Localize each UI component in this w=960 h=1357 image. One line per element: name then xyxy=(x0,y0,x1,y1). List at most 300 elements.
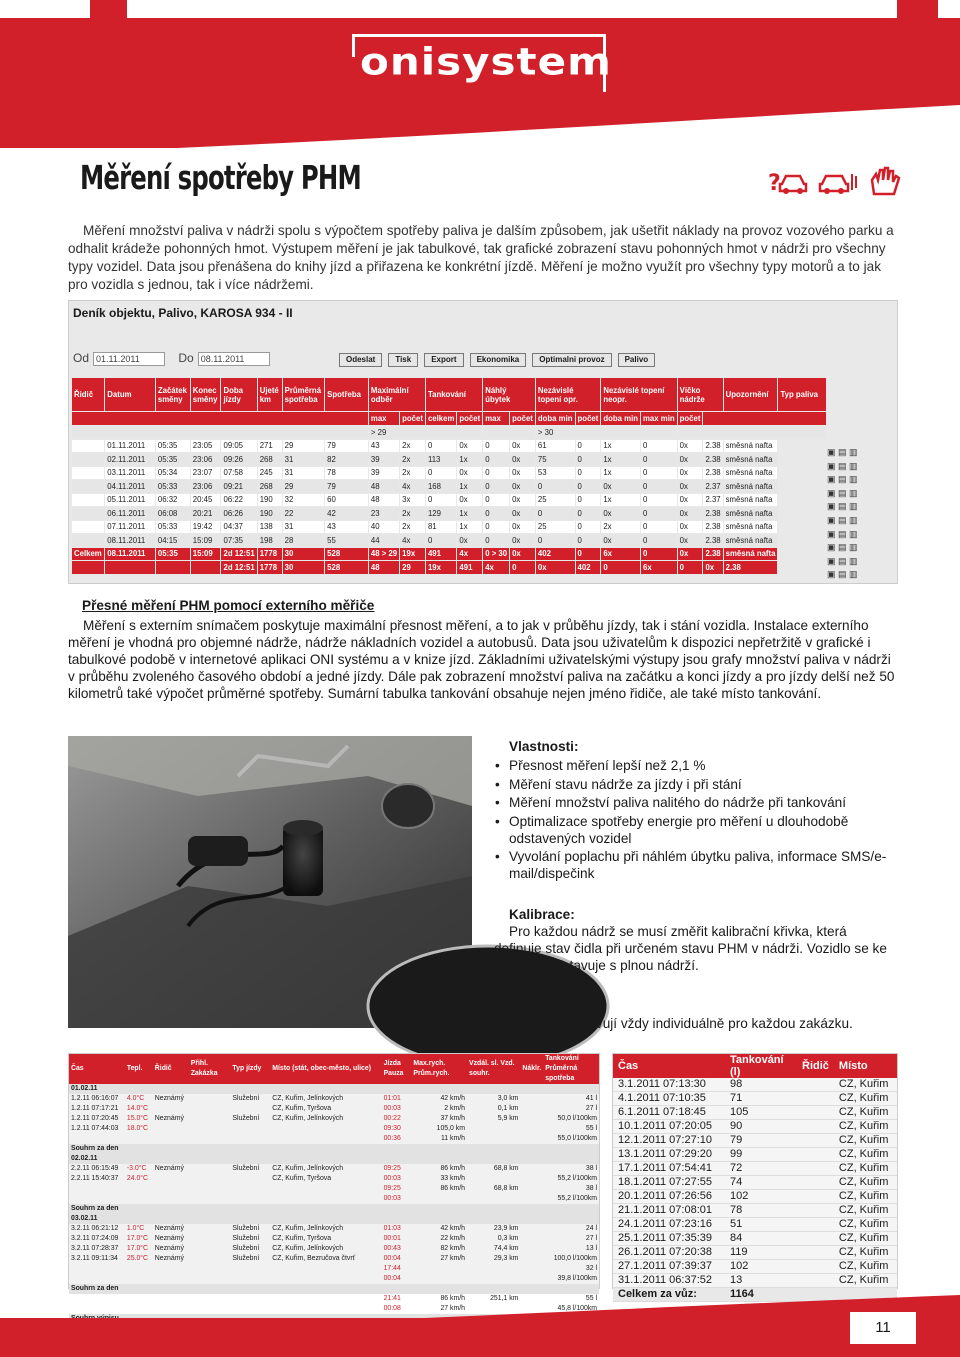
table-cell: CZ, Kuřim, Jelínkových xyxy=(272,1095,344,1102)
table-cell: 0x xyxy=(677,480,703,494)
table-cell: 09:21 xyxy=(221,480,257,494)
table-row[interactable] xyxy=(72,493,827,507)
table-row[interactable] xyxy=(613,1246,897,1260)
table-cell: CZ, Kuřim xyxy=(834,1106,897,1120)
map-icon[interactable]: ▣ xyxy=(827,474,836,485)
table-cell xyxy=(520,1184,543,1194)
table-cell: 4x xyxy=(400,480,426,494)
table-cell xyxy=(797,1120,834,1134)
chart-icon[interactable]: ▥ xyxy=(846,501,858,512)
table-cell: 0 xyxy=(575,493,601,507)
table-cell: 3.1.2011 07:13:30 xyxy=(613,1078,725,1092)
table-row[interactable] xyxy=(69,1184,599,1194)
table-row[interactable] xyxy=(69,1224,599,1234)
table-cell: Služební xyxy=(232,1095,260,1102)
table-cell: 2x xyxy=(400,507,426,521)
table-cell: 19x xyxy=(425,561,456,575)
table-row[interactable] xyxy=(69,1194,599,1204)
table-cell: 31.1.2011 06:37:52 xyxy=(613,1274,725,1288)
day-row xyxy=(69,1214,599,1224)
table-cell: 22 km/h xyxy=(440,1235,465,1242)
table-cell: 09:25 xyxy=(383,1185,401,1192)
table-cell: 0 xyxy=(425,466,456,480)
table-cell xyxy=(153,1104,189,1114)
table-cell xyxy=(230,1174,270,1184)
table-cell xyxy=(189,1274,231,1284)
table-cell xyxy=(270,1274,381,1284)
export-button[interactable]: Export xyxy=(424,353,463,367)
graph-icon[interactable]: ▤ xyxy=(835,487,847,498)
table-cell: 72 xyxy=(725,1162,797,1176)
car-phone-icon xyxy=(820,174,856,194)
date-cell: 05.11.2011 xyxy=(105,493,156,507)
table-cell xyxy=(797,1148,834,1162)
driver-cell xyxy=(72,493,105,507)
table-row[interactable] xyxy=(69,1164,599,1174)
table-cell: 0x xyxy=(510,534,536,548)
subheader: doba min xyxy=(535,412,575,426)
map-icon[interactable]: ▣ xyxy=(827,514,836,525)
table-cell xyxy=(189,1254,231,1264)
table-cell: 2x xyxy=(400,520,426,534)
table-cell: 0 xyxy=(641,439,678,453)
graph-icon[interactable]: ▤ xyxy=(835,542,847,553)
graph-icon[interactable]: ▤ xyxy=(835,474,847,485)
chart-icon[interactable]: ▥ xyxy=(846,514,858,525)
row-action-icons[interactable] xyxy=(827,515,891,529)
table-cell xyxy=(189,1224,231,1234)
table-cell: Neznámý xyxy=(154,1095,184,1102)
col-header: Nezávislé topení neopr. xyxy=(601,378,677,412)
table-cell: 491 xyxy=(457,561,483,575)
map-icon[interactable]: ▣ xyxy=(827,447,836,457)
table-cell: 48 xyxy=(368,480,399,494)
map-icon[interactable]: ▣ xyxy=(827,555,836,566)
list-item: • Vyvolání poplachu při náhlém úbytku paliva, informace SMS/e-mail/dispečink xyxy=(494,848,894,882)
table-cell: Služební xyxy=(232,1165,260,1172)
table-cell: 2.38 xyxy=(703,534,723,548)
day-row xyxy=(69,1154,599,1164)
table-row[interactable] xyxy=(69,1124,599,1134)
table-cell: 2.38 xyxy=(703,547,723,561)
table-cell: Neznámý xyxy=(154,1225,184,1232)
table-cell: 55,2 l/100km xyxy=(557,1175,597,1182)
table-cell: 68,8 km xyxy=(493,1185,519,1192)
table-cell: 01:03 xyxy=(383,1225,401,1232)
table-cell: 98 xyxy=(725,1078,797,1092)
table-cell: 29 xyxy=(282,480,325,494)
date-range xyxy=(73,351,270,366)
table-cell: 18.0°C xyxy=(126,1125,149,1132)
graph-icon[interactable]: ▤ xyxy=(835,447,847,457)
table-cell: 00:22 xyxy=(383,1115,401,1122)
table-cell xyxy=(797,1274,834,1288)
table-cell: CZ, Kuřim, Tyršova xyxy=(272,1105,332,1112)
col-header: Průměrná spotřeba xyxy=(282,378,325,412)
features-column xyxy=(494,736,894,1032)
hand-icon xyxy=(872,168,899,194)
table-row[interactable] xyxy=(613,1162,897,1176)
row-actions-column xyxy=(827,447,891,583)
table-cell: 15.0°C xyxy=(126,1115,149,1122)
table-cell: 82 km/h xyxy=(440,1245,465,1252)
table-cell: 0 xyxy=(483,453,510,467)
table-cell: 30 xyxy=(282,561,325,575)
table-cell xyxy=(230,1104,270,1114)
table-cell: 138 xyxy=(257,520,282,534)
vlastnosti-list xyxy=(494,757,894,882)
date-cell: 01.11.2011 xyxy=(105,439,156,453)
do-date-field[interactable]: 08.11.2011 xyxy=(198,352,270,366)
do-label: Do xyxy=(178,351,194,365)
table-cell xyxy=(467,1264,520,1274)
total-row xyxy=(72,547,827,561)
table-cell: 82 xyxy=(325,453,369,467)
table-cell: 06:26 xyxy=(221,507,257,521)
ekonomika-button[interactable]: Ekonomika xyxy=(470,353,527,367)
chart-icon[interactable]: ▥ xyxy=(846,447,858,457)
table-cell: 1x xyxy=(601,466,641,480)
table-cell: 0x xyxy=(601,507,641,521)
table-row[interactable] xyxy=(613,1176,897,1190)
table-cell: 20.1.2011 07:26:56 xyxy=(613,1190,725,1204)
table-row[interactable] xyxy=(69,1114,599,1124)
table-cell: 2.38 xyxy=(723,561,778,575)
table-cell: 17.1.2011 07:54:41 xyxy=(613,1162,725,1176)
table-cell: směsná nafta xyxy=(723,480,778,494)
question-car-icon xyxy=(768,171,806,196)
table-cell xyxy=(411,1194,467,1204)
table-cell: 37 km/h xyxy=(440,1115,465,1122)
odeslat-button[interactable]: Odeslat xyxy=(339,353,382,367)
table-cell: CZ, Kuřim, Tyršova xyxy=(272,1175,332,1182)
table-row[interactable] xyxy=(69,1134,599,1144)
table-cell: 15:09 xyxy=(190,547,221,561)
table-cell: CZ, Kuřim xyxy=(834,1148,897,1162)
table-cell: 53 xyxy=(535,466,575,480)
table-cell: 2.37 xyxy=(703,480,723,494)
col-header: Typ jízdy xyxy=(230,1054,270,1084)
table-cell: směsná nafta xyxy=(723,547,778,561)
table-row[interactable] xyxy=(72,466,827,480)
table-row[interactable] xyxy=(613,1106,897,1120)
table-cell: 2x xyxy=(400,439,426,453)
col-header: Vzdál. sl. Vzd. souhr. xyxy=(467,1054,520,1084)
table-cell xyxy=(520,1224,543,1234)
table-cell: 44 xyxy=(368,534,399,548)
table-cell: 30 xyxy=(282,547,325,561)
palivo-button[interactable]: Palivo xyxy=(618,353,656,367)
table-cell: 1x xyxy=(601,493,641,507)
table-cell: 00:43 xyxy=(383,1245,401,1252)
table-cell: 1778 xyxy=(257,547,282,561)
table-row[interactable] xyxy=(613,1092,897,1106)
row-action-icons[interactable] xyxy=(827,474,891,488)
tisk-button[interactable]: Tisk xyxy=(388,353,418,367)
table-cell: 48 xyxy=(368,493,399,507)
table-cell: 86 km/h xyxy=(440,1165,465,1172)
table-row[interactable] xyxy=(69,1234,599,1244)
table-cell: 20:45 xyxy=(190,493,221,507)
table-cell xyxy=(520,1124,543,1134)
row-action-icons[interactable] xyxy=(827,501,891,515)
table-cell xyxy=(520,1104,543,1114)
table-cell xyxy=(797,1092,834,1106)
table-cell: 1x xyxy=(457,453,483,467)
table-cell: 0 xyxy=(641,534,678,548)
table-cell: 268 xyxy=(257,480,282,494)
chart-icon[interactable]: ▥ xyxy=(846,555,858,566)
table-row[interactable] xyxy=(72,480,827,494)
table-cell: 23:05 xyxy=(190,439,221,453)
table-row[interactable] xyxy=(69,1104,599,1114)
table-cell: 1x xyxy=(457,480,483,494)
table-cell: 0x xyxy=(677,493,703,507)
table-cell xyxy=(69,1184,125,1194)
table-cell: CZ, Kuřim xyxy=(834,1176,897,1190)
col-header: Místo xyxy=(834,1054,897,1078)
subheader-spacer xyxy=(703,412,827,426)
chart-icon[interactable]: ▥ xyxy=(846,460,858,471)
table-cell xyxy=(69,1134,125,1144)
table-row[interactable] xyxy=(613,1120,897,1134)
table-cell: 38 l xyxy=(585,1185,597,1192)
list-item: • Přesnost měření lepší než 2,1 % xyxy=(494,757,894,774)
table-cell: 31 xyxy=(282,520,325,534)
table-cell: 74,4 km xyxy=(493,1245,519,1252)
map-icon[interactable]: ▣ xyxy=(827,501,836,512)
table-cell: 17.0°C xyxy=(126,1245,149,1252)
table-cell: 0x xyxy=(601,534,641,548)
col-header: Řidič xyxy=(72,378,105,412)
table-row[interactable] xyxy=(613,1218,897,1232)
table-cell: 2 km/h xyxy=(444,1105,465,1112)
kalibrace-text: Pro každou nádrž se musí změřit kalibrační křivka, která definuje stav čidla při určeném stavu PHM v nádrži. Vozidlo se ke kalibraci přistavuje s plnou nádrží. xyxy=(494,924,887,973)
table-row[interactable] xyxy=(613,1148,897,1162)
table-cell: 00:03 xyxy=(383,1105,401,1112)
graph-icon[interactable]: ▤ xyxy=(835,460,847,471)
chart-icon[interactable]: ▥ xyxy=(846,569,858,580)
table-cell: 0 xyxy=(575,453,601,467)
table-cell: 2.38 xyxy=(703,453,723,467)
table-cell: 0 xyxy=(483,493,510,507)
vehicle-icons xyxy=(768,166,908,196)
table-row[interactable] xyxy=(69,1274,599,1284)
graph-icon[interactable]: ▤ xyxy=(835,501,847,512)
table-row[interactable] xyxy=(613,1078,897,1092)
map-icon[interactable]: ▣ xyxy=(827,460,836,471)
table-cell: 4x xyxy=(483,561,510,575)
table-cell: 0x xyxy=(601,480,641,494)
trip-log-screenshot xyxy=(68,1053,600,1312)
table-cell: 68,8 km xyxy=(493,1165,519,1172)
table-cell xyxy=(189,1114,231,1124)
table-row[interactable] xyxy=(72,507,827,521)
table-cell: 0,1 km xyxy=(497,1105,519,1112)
graph-icon[interactable]: ▤ xyxy=(835,528,847,539)
table-cell xyxy=(520,1244,543,1254)
table-cell: Neznámý xyxy=(154,1255,184,1262)
svg-text:?: ? xyxy=(768,171,781,196)
table-cell: směsná nafta xyxy=(723,534,778,548)
table-cell: -3.0°C xyxy=(126,1165,147,1172)
subheader: počet xyxy=(510,412,536,426)
table-cell: 55,2 l/100km xyxy=(557,1195,597,1202)
graph-icon[interactable]: ▤ xyxy=(835,514,847,525)
table-cell: 491 xyxy=(425,547,456,561)
table-cell: 60 xyxy=(325,493,369,507)
table-row[interactable] xyxy=(69,1254,599,1264)
table-cell: 25 xyxy=(535,520,575,534)
table-cell xyxy=(189,1104,231,1114)
row-action-icons[interactable] xyxy=(827,488,891,502)
threshold-spacer xyxy=(72,426,369,440)
table-cell: 26.1.2011 07:20:38 xyxy=(613,1246,725,1260)
table-cell: 79 xyxy=(325,439,369,453)
graph-icon[interactable]: ▤ xyxy=(835,569,847,580)
col-header: Čas xyxy=(613,1054,725,1078)
intro-paragraph: Měření množství paliva v nádrži spolu s výpočtem spotřeby paliva je dalším způsobem, jak ušetřit náklady na provoz vozového parku a odhalit krádeže pohonných hmot. Výstupem měření je jak tabulkové, tak grafické zobrazení stavu pohonných hmot v nádrži pro všechny typy vozidel. Data jsou přenášena do knihy jízd a přiřazena ke konkrétní jízdě. Měření je možno využít pro všechny typy motorů a to jak pro vozidla s jednou, tak i více nádržemi. xyxy=(68,223,894,292)
table-cell: 1x xyxy=(601,439,641,453)
od-date-field[interactable]: 01.11.2011 xyxy=(93,352,165,366)
table-row[interactable] xyxy=(72,439,827,453)
table-cell: 32 l xyxy=(585,1265,597,1272)
table-cell xyxy=(125,1194,153,1204)
table-cell: 0x xyxy=(510,466,536,480)
table-row[interactable] xyxy=(613,1190,897,1204)
cena-heading: Cena: xyxy=(509,999,547,1014)
threshold-spacer xyxy=(483,426,536,440)
table-row[interactable] xyxy=(69,1174,599,1184)
table-row[interactable] xyxy=(613,1260,897,1274)
fuel-log-table xyxy=(71,377,827,575)
table-cell: 528 xyxy=(325,561,369,575)
table-cell: 0 xyxy=(483,480,510,494)
table-cell: 74 xyxy=(725,1176,797,1190)
table-cell: CZ, Kuřim xyxy=(834,1120,897,1134)
table-cell: 04:37 xyxy=(221,520,257,534)
table-cell xyxy=(189,1164,231,1174)
col-header: Tankování (l) xyxy=(725,1054,797,1078)
table-cell: 17.0°C xyxy=(126,1235,149,1242)
table-cell: 17:44 xyxy=(383,1265,401,1272)
col-header: Začátek směny xyxy=(155,378,190,412)
table-cell: CZ, Kuřim, Bezručova čtvrť xyxy=(272,1255,356,1262)
table-row[interactable] xyxy=(72,534,827,548)
table-row[interactable] xyxy=(613,1232,897,1246)
table-row[interactable] xyxy=(72,453,827,467)
graph-icon[interactable]: ▤ xyxy=(835,555,847,566)
table-cell: 06:22 xyxy=(221,493,257,507)
table-cell: 1.2.11 07:17:21 xyxy=(71,1105,119,1112)
map-icon[interactable]: ▣ xyxy=(827,542,836,553)
date-cell: 03.11.2011 xyxy=(105,466,156,480)
table-cell: 61 xyxy=(535,439,575,453)
list-item: • Optimalizace spotřeby energie pro měření u dlouhodobě odstavených vozidel xyxy=(494,813,894,847)
subheader: celkem xyxy=(425,412,456,426)
table-cell xyxy=(411,1274,467,1284)
table-cell: 0x xyxy=(510,507,536,521)
table-cell xyxy=(411,1264,467,1274)
table-row[interactable] xyxy=(613,1274,897,1288)
optimalni-provoz-button[interactable]: Optimalni provoz xyxy=(532,353,611,367)
map-icon[interactable]: ▣ xyxy=(827,569,836,580)
table-cell: směsná nafta xyxy=(723,507,778,521)
date-cell: 08.11.2011 xyxy=(105,534,156,548)
col-header: Řidič xyxy=(797,1054,834,1078)
page-number: 11 xyxy=(850,1312,916,1344)
chart-icon[interactable]: ▥ xyxy=(846,487,858,498)
table-cell xyxy=(153,1124,189,1134)
row-action-icons[interactable] xyxy=(827,461,891,475)
table-cell: 105,0 km xyxy=(436,1125,465,1132)
table-cell: 31 xyxy=(282,466,325,480)
col-header: Přihl. Zakázka xyxy=(189,1054,231,1084)
table-cell: 00:04 xyxy=(383,1255,401,1262)
table-cell: 0,3 km xyxy=(497,1235,519,1242)
chart-icon[interactable]: ▥ xyxy=(846,542,858,553)
driver-cell xyxy=(72,439,105,453)
table-row[interactable] xyxy=(69,1244,599,1254)
row-action-icons[interactable] xyxy=(827,542,891,556)
table-cell: Neznámý xyxy=(154,1165,184,1172)
table-cell: 119 xyxy=(725,1246,797,1260)
table-row[interactable] xyxy=(613,1134,897,1148)
table-row[interactable] xyxy=(613,1204,897,1218)
table-cell: 43 xyxy=(368,439,399,453)
table-cell: 1.0°C xyxy=(126,1225,145,1232)
table-cell: CZ, Kuřim, Jelínkových xyxy=(272,1115,344,1122)
shift-start-cell: 06:32 xyxy=(155,493,190,507)
table-row[interactable] xyxy=(69,1094,599,1104)
table-cell: 0x xyxy=(457,534,483,548)
table-row[interactable] xyxy=(69,1264,599,1274)
shift-start-cell: 05:33 xyxy=(155,520,190,534)
table-cell: 10.1.2011 07:20:05 xyxy=(613,1120,725,1134)
table-cell: 23,9 km xyxy=(493,1225,519,1232)
header-notch xyxy=(0,0,90,18)
table-cell: 268 xyxy=(257,453,282,467)
table-cell xyxy=(797,1232,834,1246)
table-cell xyxy=(797,1134,834,1148)
table-cell: 41 l xyxy=(585,1095,597,1102)
subheader: doba min xyxy=(601,412,641,426)
row-action-icons[interactable] xyxy=(827,447,891,461)
table-cell xyxy=(230,1124,270,1134)
subheader: počet xyxy=(575,412,601,426)
col-header: Jízda Pauza xyxy=(382,1054,412,1084)
table-cell: 2x xyxy=(400,466,426,480)
table-cell: 09:30 xyxy=(383,1125,401,1132)
chart-icon[interactable]: ▥ xyxy=(846,528,858,539)
table-cell: 48 xyxy=(368,561,399,575)
map-icon[interactable]: ▣ xyxy=(827,528,836,539)
chart-icon[interactable]: ▥ xyxy=(846,474,858,485)
map-icon[interactable]: ▣ xyxy=(827,487,836,498)
row-action-icons[interactable] xyxy=(827,569,891,583)
row-action-icons[interactable] xyxy=(827,556,891,570)
col-header: Tankování xyxy=(425,378,482,412)
subheader: max min xyxy=(641,412,678,426)
table-row[interactable] xyxy=(72,520,827,534)
table-cell: 00:04 xyxy=(383,1275,401,1282)
table-cell: 102 xyxy=(725,1190,797,1204)
table-cell: 4x xyxy=(400,534,426,548)
date-cell: 02.11.2011 xyxy=(105,453,156,467)
table-cell: 2.2.11 15:40:37 xyxy=(71,1175,119,1182)
row-action-icons[interactable] xyxy=(827,529,891,543)
table-cell: 0x xyxy=(457,439,483,453)
